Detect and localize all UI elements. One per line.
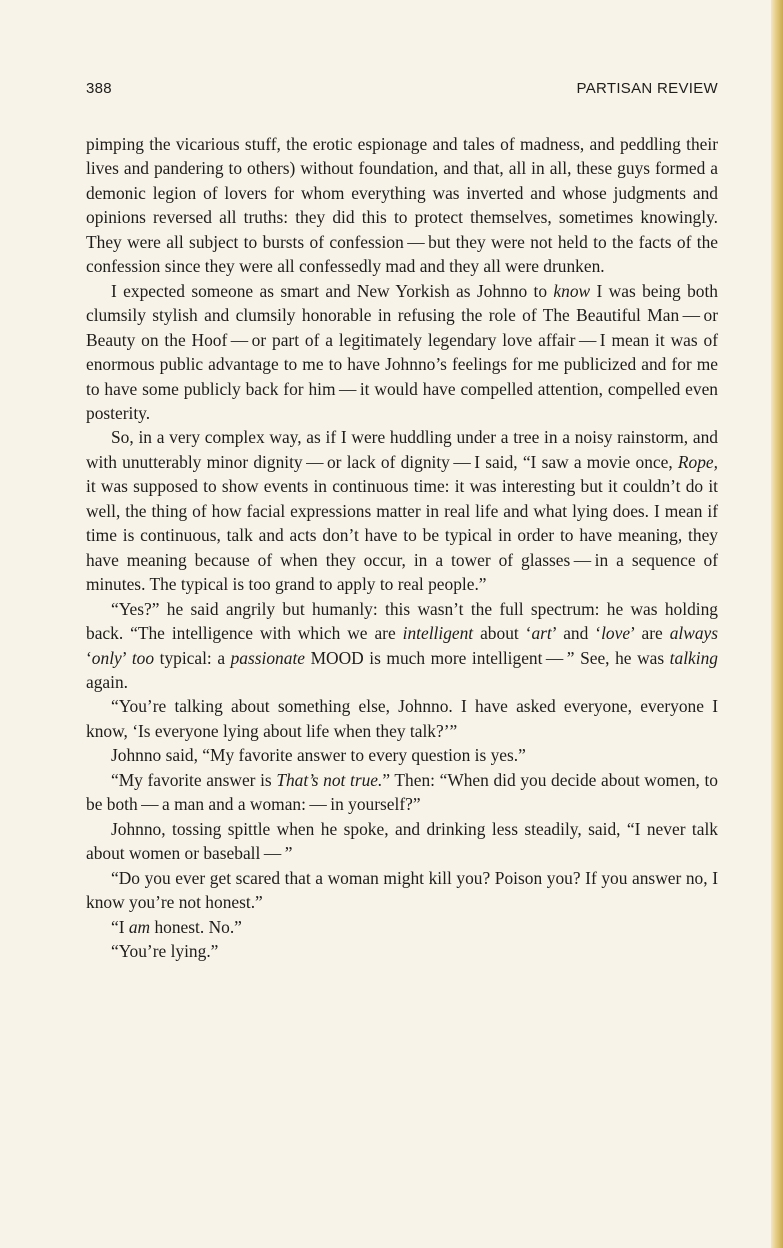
- text-run: ‘: [86, 647, 92, 668]
- text-run: Johnno said, “My favorite answer to every question is yes.”: [111, 745, 526, 766]
- italic-text: That’s not true.: [276, 769, 383, 790]
- italic-text: Rope,: [677, 451, 718, 472]
- italic-text: too: [131, 647, 155, 668]
- text-run: ” Then: “When did you decide about women, to be both — a man and a woman: — in yourself?”: [86, 769, 718, 815]
- text-run: ’: [121, 647, 132, 668]
- paragraph: [86, 939, 718, 963]
- page-number: 388: [86, 80, 112, 97]
- text-run: MOOD is much more intelligent — ” See, he was: [305, 647, 670, 668]
- paragraph: [86, 597, 718, 695]
- body-text: [86, 132, 718, 963]
- text-run: “Do you ever get scared that a woman might kill you? Poison you? If you answer no, I know you’re not honest.”: [86, 867, 718, 913]
- text-run: I expected someone as smart and New Yorkish as Johnno to: [111, 280, 554, 301]
- text-run: ’ are: [630, 623, 670, 644]
- text-run: “I: [111, 916, 129, 937]
- text-run: “Yes?” he said angrily but humanly: this wasn’t the full spectrum: he was holding back. “The intelligence with which we are: [86, 598, 718, 644]
- italic-text: am: [128, 916, 151, 937]
- text-run: I was being both clumsily stylish and clumsily honorable in refusing the role of The Beautiful Man — or Beauty on the Hoof — or part of a legitimately legendary love affair — I mean it was of enormous public advantage to me to have Johnno’s feelings for me publicized and for me to have some publicly back for him — it would have compelled attention, compelled even posterity.: [86, 280, 718, 423]
- paragraph: [86, 915, 718, 939]
- paragraph: [86, 817, 718, 866]
- italic-text: always: [669, 623, 718, 644]
- paragraph: [86, 425, 718, 596]
- page-edge: [771, 0, 783, 1248]
- text-run: honest. No.”: [150, 916, 242, 937]
- text-run: Johnno, tossing spittle when he spoke, and drinking less steadily, said, “I never talk about women or baseball — ”: [86, 818, 718, 864]
- italic-text: love: [601, 623, 631, 644]
- paragraph: [86, 768, 718, 817]
- text-run: about ‘: [473, 623, 532, 644]
- paragraph: [86, 743, 718, 767]
- text-run: So, in a very complex way, as if I were huddling under a tree in a noisy rainstorm, and with unutterably minor dignity — or lack of dignity — I said, “I saw a movie once,: [86, 427, 718, 472]
- text-run: typical: a: [154, 647, 231, 668]
- italic-text: art: [531, 623, 552, 644]
- text-run: it was supposed to show events in continuous time: it was interesting but it couldn’t do it well, the thing of how facial expressions matter in real life and what lying does. I mean if time is continuous, talk and acts don’t have to be typical in order to have meaning, they have meaning because of when they occur, in a tower of glasses — in a sequence of minutes. The typical is too grand to apply to real people.”: [86, 476, 718, 595]
- italic-text: only: [91, 647, 122, 668]
- text-run: “You’re talking about something else, Johnno. I have asked everyone, everyone I know, ‘Is everyone lying about life when they talk?’”: [86, 696, 718, 741]
- text-run: pimping the vicarious stuff, the erotic espionage and tales of madness, and peddling their lives and pandering to others) without foundation, and that, all in all, these guys formed a demonic legion of lovers for whom everything was inverted and whose judgments and opinions reversed all truths: they did this to protect themselves, sometimes knowingly. They were all subject to bursts of confession — but they were not held to the facts of the confession since they were all confessedly mad and they all were drunken.: [86, 134, 718, 277]
- italic-text: know: [553, 280, 591, 301]
- text-run: “My favorite answer is: [111, 769, 277, 790]
- paragraph: [86, 866, 718, 915]
- italic-text: passionate: [230, 647, 306, 668]
- italic-text: intelligent: [402, 623, 474, 644]
- running-header: [86, 80, 718, 102]
- paragraph: [86, 132, 718, 279]
- journal-title: PARTISAN REVIEW: [576, 80, 718, 97]
- text-run: again.: [86, 671, 129, 692]
- text-run: ’ and ‘: [551, 623, 602, 644]
- text-run: “You’re lying.”: [111, 940, 219, 961]
- paragraph: [86, 694, 718, 743]
- paragraph: [86, 279, 718, 426]
- italic-text: talking: [669, 647, 718, 668]
